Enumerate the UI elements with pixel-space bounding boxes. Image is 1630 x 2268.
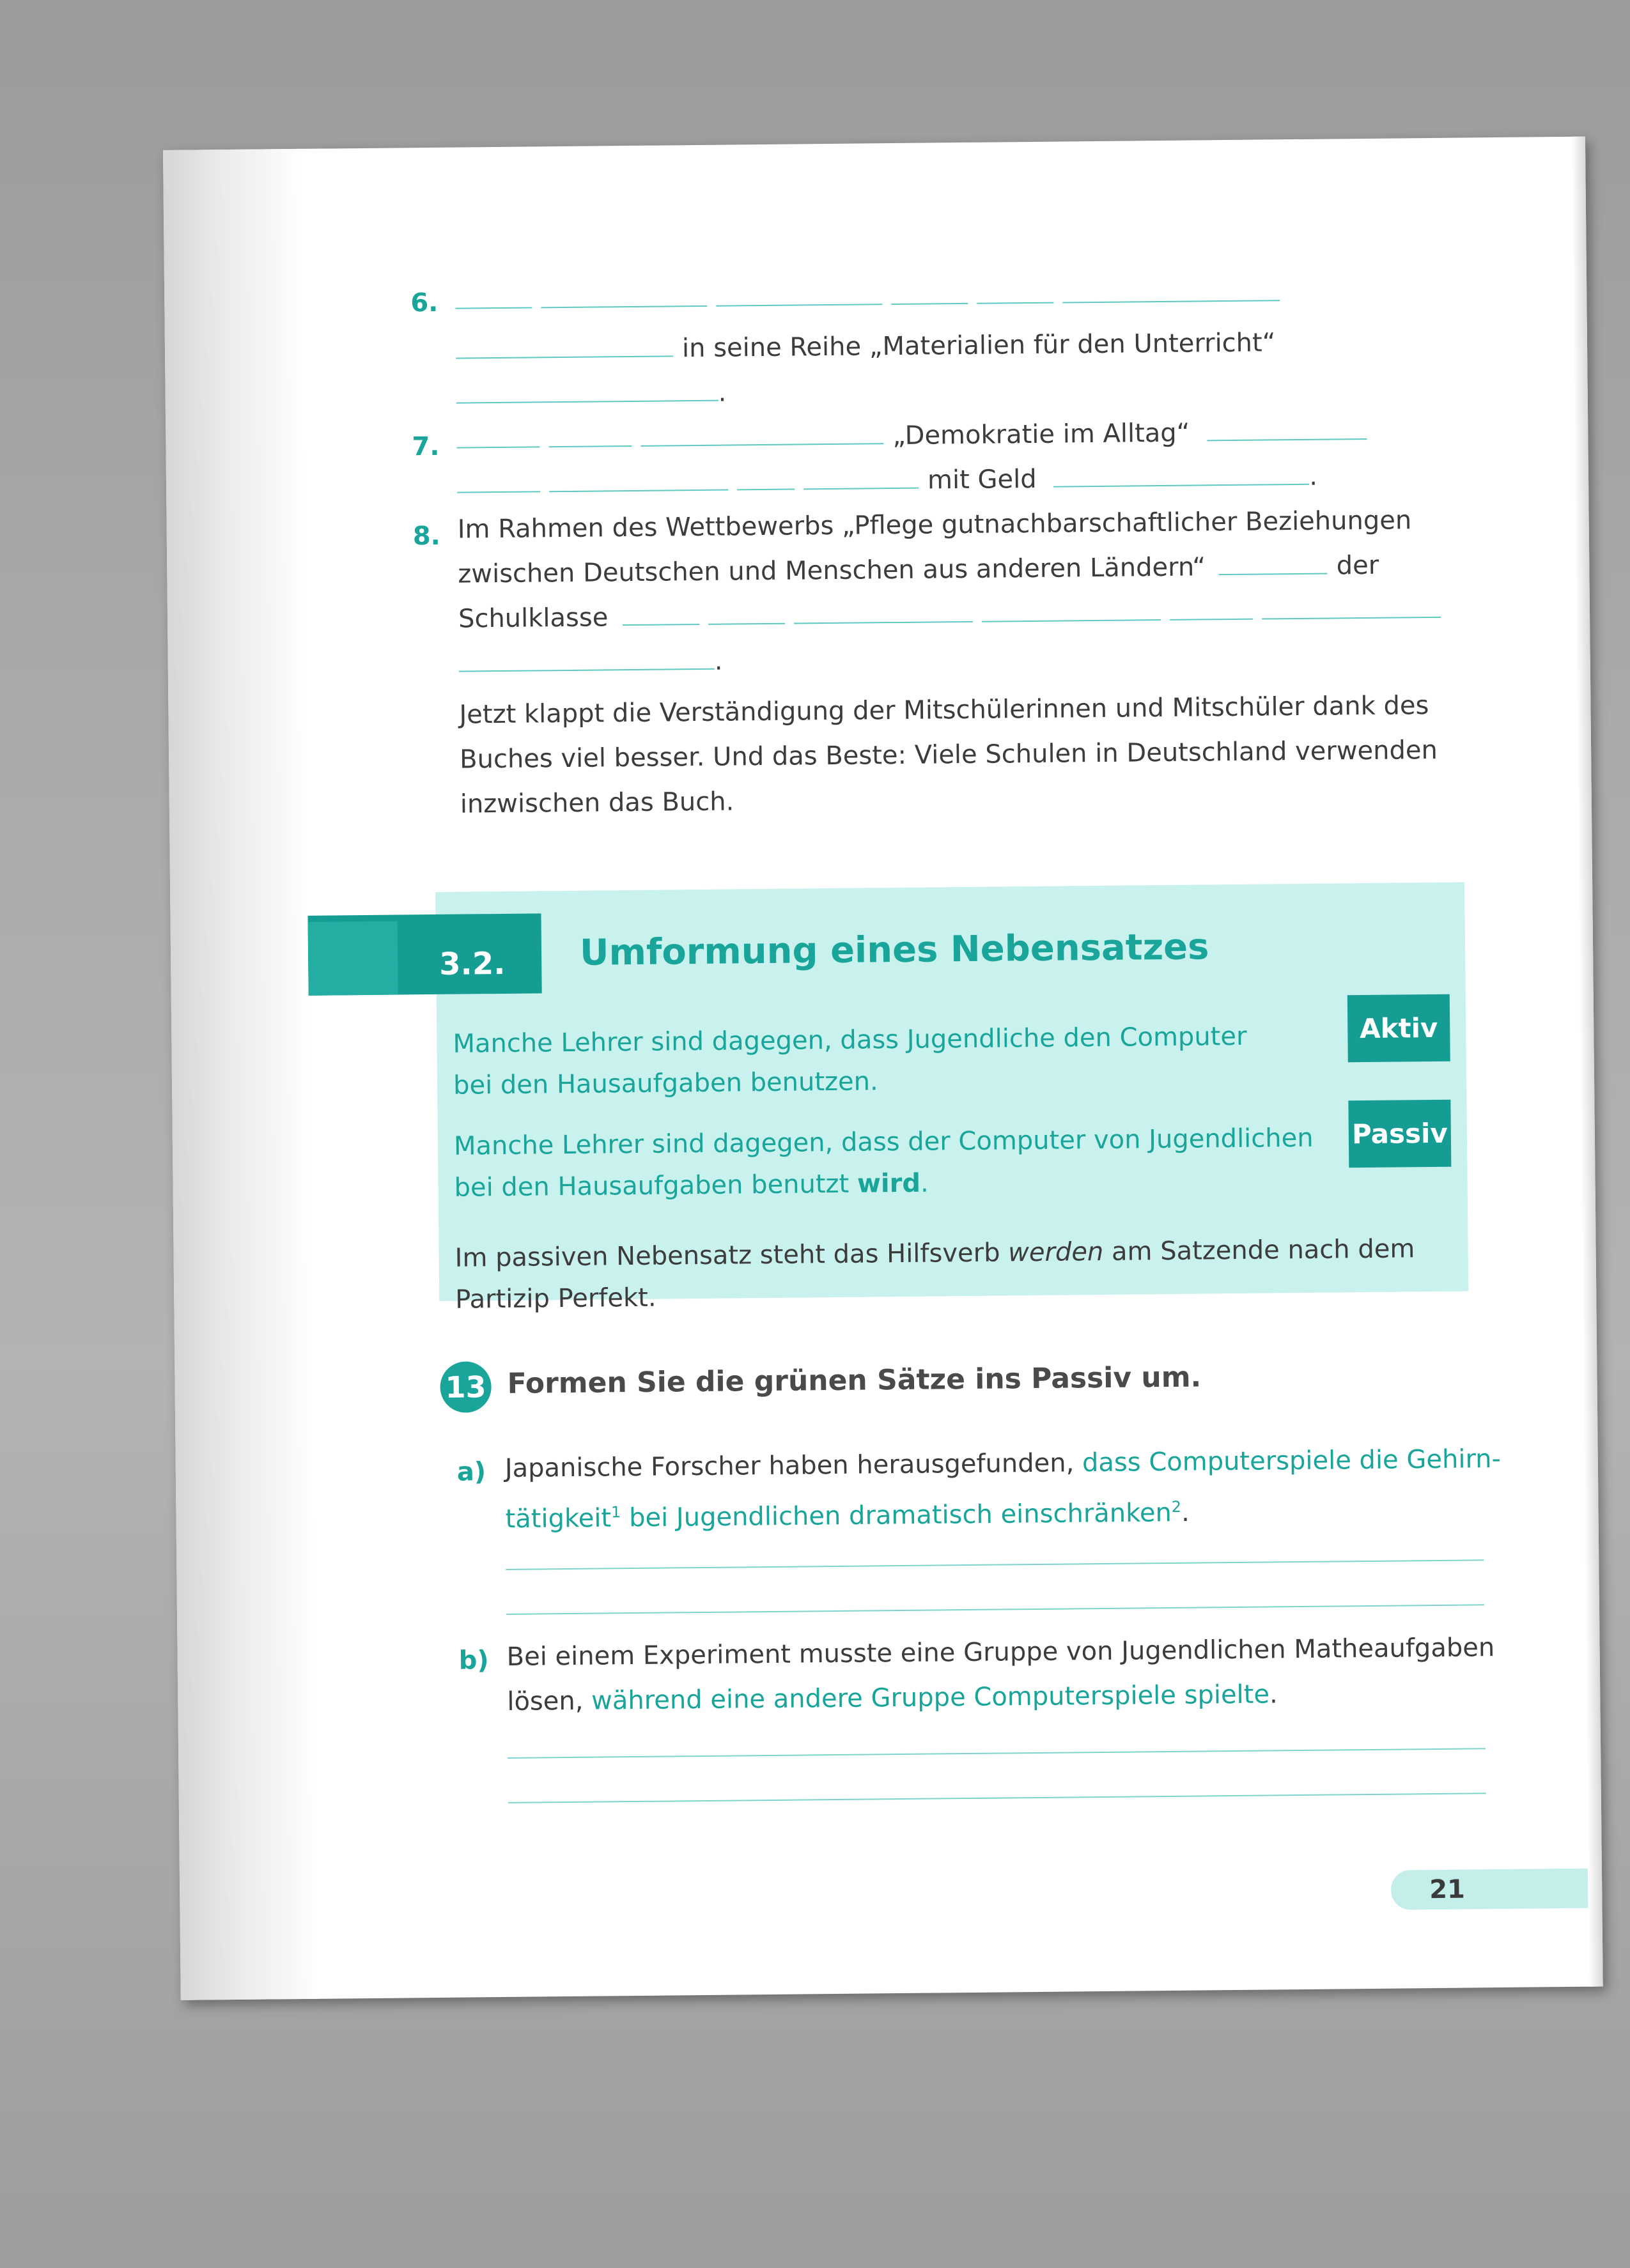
task-a-green-text: tätigkeit: [505, 1503, 612, 1534]
blank[interactable]: [977, 302, 1053, 304]
task-a-label: a): [456, 1457, 486, 1487]
paragraph-line-2: Buches viel besser. Und das Beste: Viele Schulen in Deutschland verwenden: [459, 735, 1438, 775]
blank[interactable]: [549, 490, 728, 493]
footnote-mark: 1: [610, 1503, 621, 1522]
rule-line-2: Partizip Perfekt.: [455, 1283, 656, 1315]
period: .: [1181, 1498, 1190, 1528]
aktiv-example-line-2: bei den Hausaufgaben benutzen.: [453, 1067, 878, 1100]
item-6-text: in seine Reihe „Materialien für den Unterricht“: [681, 328, 1276, 364]
item-8-line2-text: zwischen Deutschen und Menschen aus anderen Ländern“: [458, 552, 1206, 589]
blank[interactable]: [623, 624, 699, 626]
period: .: [718, 378, 727, 408]
blank[interactable]: [457, 491, 540, 493]
blank[interactable]: [803, 488, 919, 490]
item-8-line4: [458, 644, 722, 682]
passiv-example-line-2: [454, 1166, 929, 1206]
blank[interactable]: [541, 305, 707, 308]
task-a-green-text: bei Jugendlichen dramatisch einschränken: [621, 1498, 1172, 1533]
blank[interactable]: [708, 623, 785, 625]
item-7-row1: [456, 413, 1376, 458]
task-title: Formen Sie die grünen Sätze ins Passiv um.: [507, 1361, 1202, 1400]
section-number: 3.2.: [439, 945, 506, 982]
blank[interactable]: [456, 400, 718, 404]
blank[interactable]: [548, 445, 632, 447]
period: .: [920, 1168, 929, 1198]
task-a-green-text: dass Computerspiele die Gehirn-: [1082, 1444, 1502, 1478]
blank[interactable]: [455, 307, 532, 309]
task-a-line-2: [505, 1489, 1190, 1538]
blank[interactable]: [1062, 300, 1280, 303]
blank[interactable]: [456, 355, 673, 359]
task-a-line-1: [505, 1441, 1502, 1486]
blank[interactable]: [1219, 573, 1328, 576]
period: .: [1269, 1679, 1278, 1709]
answer-line-a2[interactable]: [506, 1604, 1484, 1615]
item-6-number: 6.: [410, 288, 439, 318]
item-7-geld: mit Geld: [927, 464, 1037, 495]
blank[interactable]: [456, 446, 539, 448]
blank[interactable]: [1207, 438, 1367, 441]
blank[interactable]: [459, 668, 715, 672]
rule-italic-werden: werden: [1007, 1237, 1104, 1268]
item-8-line2: [458, 548, 1379, 592]
blank[interactable]: [1170, 619, 1253, 621]
period: .: [714, 646, 723, 676]
aktiv-example-line-1: Manche Lehrer sind dagegen, dass Jugendliche den Computer: [453, 1021, 1247, 1059]
blank[interactable]: [982, 619, 1161, 622]
workbook-page: [163, 137, 1603, 2000]
task-b-label: b): [458, 1646, 489, 1676]
rule-text-end: am Satzende nach dem: [1103, 1234, 1415, 1267]
task-b-line-2: [507, 1676, 1278, 1720]
item-8-schulklasse: Schulklasse: [458, 603, 609, 634]
blank[interactable]: [737, 489, 795, 491]
blank[interactable]: [891, 303, 968, 305]
period: .: [1309, 461, 1318, 491]
blank[interactable]: [640, 443, 883, 447]
blank[interactable]: [794, 621, 973, 624]
passiv-bold-wird: wird: [857, 1168, 921, 1199]
item-8-der: der: [1336, 550, 1379, 581]
item-8-line1: Im Rahmen des Wettbewerbs „Pflege gutnachbarschaftlicher Beziehungen: [457, 505, 1412, 544]
blank[interactable]: [1053, 484, 1309, 488]
item-6-row3: [456, 375, 726, 413]
aktiv-badge: Aktiv: [1347, 994, 1450, 1063]
item-8-number: 8.: [412, 521, 441, 552]
answer-line-a1[interactable]: [506, 1559, 1484, 1570]
rule-text: Im passiven Nebensatz steht das Hilfsverb: [454, 1238, 1009, 1273]
passiv-badge: Passiv: [1348, 1100, 1451, 1168]
page-number: 21: [1391, 1869, 1603, 1910]
footnote-mark: 2: [1171, 1497, 1182, 1516]
item-6-row2: [456, 325, 1276, 368]
item-6-blanks-row1: [455, 275, 1289, 319]
passiv-example-line-1: Manche Lehrer sind dagegen, dass der Computer von Jugendlichen: [453, 1123, 1314, 1161]
task-a-text: Japanische Forscher haben herausgefunden,: [504, 1448, 1083, 1483]
paragraph-line-1: Jetzt klappt die Verständigung der Mitschülerinnen und Mitschüler dank des: [459, 691, 1429, 730]
answer-line-b1[interactable]: [508, 1748, 1486, 1759]
task-b-text: lösen,: [507, 1686, 592, 1716]
item-8-line3: [458, 592, 1450, 637]
item-7-row2: [457, 459, 1318, 503]
item-7-number: 7.: [412, 431, 440, 462]
task-number-badge: 13: [440, 1361, 492, 1413]
task-b-green-text: während eine andere Gruppe Computerspiele spielte: [591, 1679, 1270, 1716]
paragraph-line-3: inzwischen das Buch.: [460, 787, 734, 819]
section-title: Umformung eines Nebensatzes: [579, 926, 1209, 974]
blank[interactable]: [716, 304, 882, 306]
task-b-line-1: Bei einem Experiment musste eine Gruppe von Jugendlichen Matheaufgaben: [506, 1633, 1495, 1672]
passiv-text: bei den Hausaufgaben benutzt: [454, 1169, 858, 1203]
section-tab-stripe: [308, 922, 398, 996]
answer-line-b2[interactable]: [508, 1793, 1486, 1803]
item-7-text: „Demokratie im Alltag“: [892, 418, 1190, 451]
blank[interactable]: [1262, 617, 1441, 620]
